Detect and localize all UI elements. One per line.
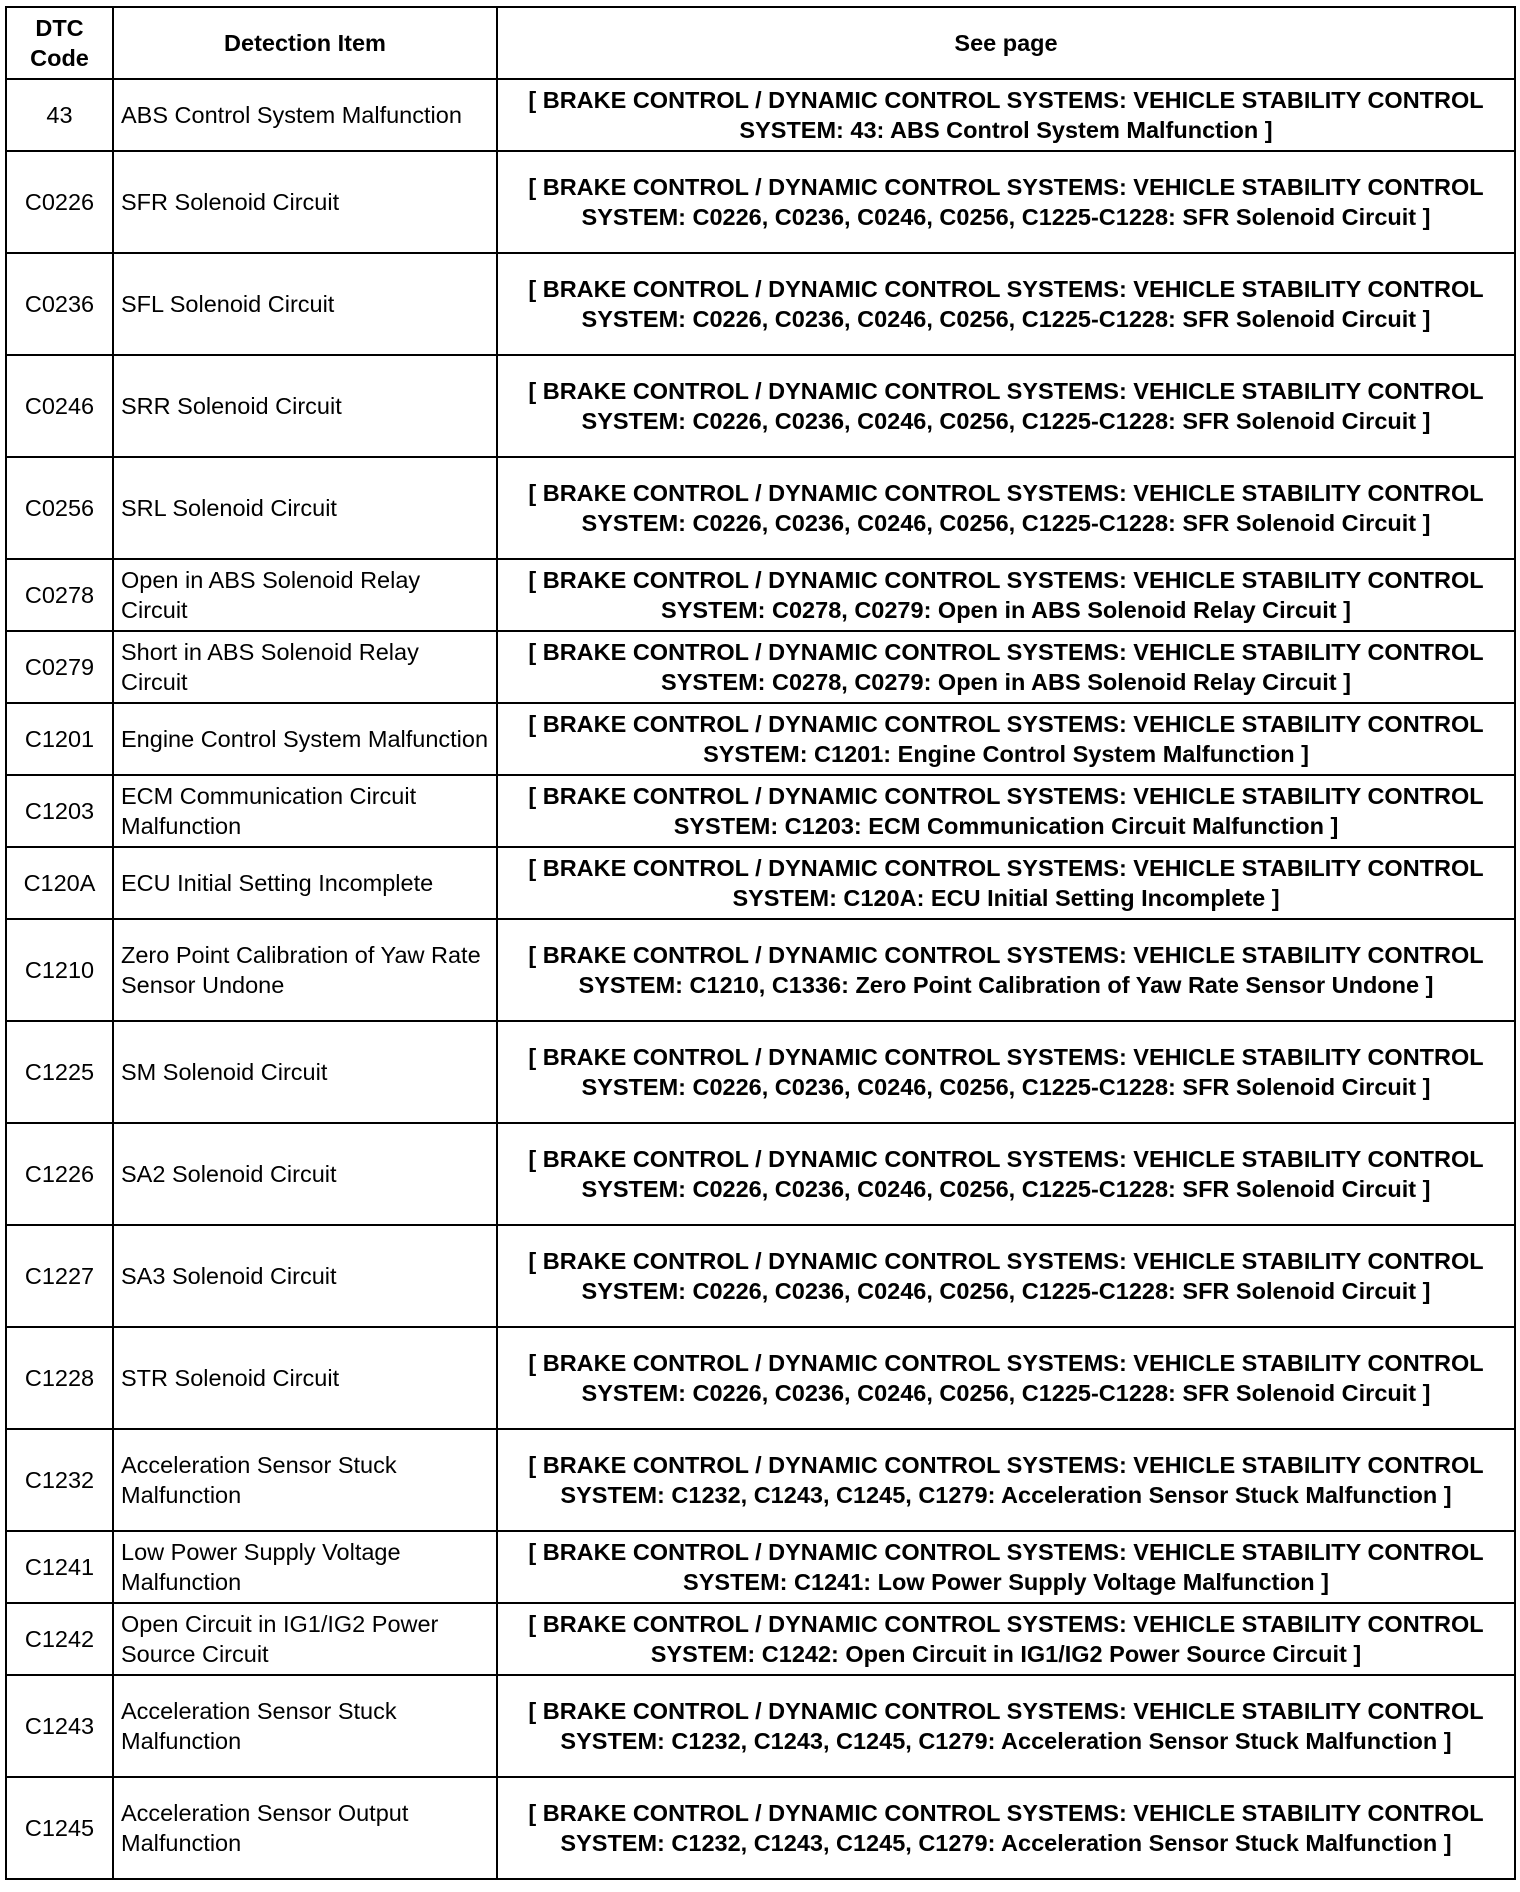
table-row <box>6 151 1515 253</box>
see-page-link[interactable]: [ BRAKE CONTROL / DYNAMIC CONTROL SYSTEMS: VEHICLE STABILITY CONTROL SYSTEM: C0278, C0279: Open in ABS Solenoid Relay Circuit ] <box>497 559 1515 631</box>
table-row <box>6 355 1515 457</box>
dtc-code-cell: C1227 <box>6 1225 113 1327</box>
dtc-code-cell: C120A <box>6 847 113 919</box>
see-page-link[interactable]: [ BRAKE CONTROL / DYNAMIC CONTROL SYSTEMS: VEHICLE STABILITY CONTROL SYSTEM: C1201: Engine Control System Malfunction ] <box>497 703 1515 775</box>
dtc-code-cell: C1228 <box>6 1327 113 1429</box>
header-dtc-code <box>6 7 113 79</box>
header-see-page: See page <box>497 7 1515 79</box>
detection-item-cell: Short in ABS Solenoid Relay Circuit <box>113 631 497 703</box>
detection-item-cell: SRL Solenoid Circuit <box>113 457 497 559</box>
dtc-code-cell: 43 <box>6 79 113 151</box>
detection-item-cell: SA3 Solenoid Circuit <box>113 1225 497 1327</box>
table-row <box>6 1429 1515 1531</box>
dtc-code-cell: C0278 <box>6 559 113 631</box>
table-row <box>6 1225 1515 1327</box>
table-row <box>6 775 1515 847</box>
table-row <box>6 1021 1515 1123</box>
dtc-code-cell: C0226 <box>6 151 113 253</box>
dtc-code-cell: C0256 <box>6 457 113 559</box>
detection-item-cell: SM Solenoid Circuit <box>113 1021 497 1123</box>
see-page-link[interactable]: [ BRAKE CONTROL / DYNAMIC CONTROL SYSTEMS: VEHICLE STABILITY CONTROL SYSTEM: C1241: Low Power Supply Voltage Malfunction ] <box>497 1531 1515 1603</box>
dtc-code-cell: C1201 <box>6 703 113 775</box>
detection-item-cell: Low Power Supply Voltage Malfunction <box>113 1531 497 1603</box>
table-row <box>6 1123 1515 1225</box>
table-row <box>6 1675 1515 1777</box>
table-row <box>6 847 1515 919</box>
table-row <box>6 559 1515 631</box>
detection-item-cell: Acceleration Sensor Stuck Malfunction <box>113 1675 497 1777</box>
dtc-code-cell: C0236 <box>6 253 113 355</box>
dtc-code-cell: C1210 <box>6 919 113 1021</box>
dtc-code-cell: C1243 <box>6 1675 113 1777</box>
header-row <box>6 7 1515 79</box>
detection-item-cell: STR Solenoid Circuit <box>113 1327 497 1429</box>
see-page-link[interactable]: [ BRAKE CONTROL / DYNAMIC CONTROL SYSTEMS: VEHICLE STABILITY CONTROL SYSTEM: C0226, C0236, C0246, C0256, C1225-C1228: SFR Solenoid Circuit ] <box>497 1225 1515 1327</box>
table-row <box>6 1777 1515 1879</box>
detection-item-cell: Engine Control System Malfunction <box>113 703 497 775</box>
dtc-code-cell: C1232 <box>6 1429 113 1531</box>
table-row <box>6 1603 1515 1675</box>
detection-item-cell: Zero Point Calibration of Yaw Rate Sensor Undone <box>113 919 497 1021</box>
detection-item-cell: SFL Solenoid Circuit <box>113 253 497 355</box>
detection-item-cell: Acceleration Sensor Output Malfunction <box>113 1777 497 1879</box>
see-page-link[interactable]: [ BRAKE CONTROL / DYNAMIC CONTROL SYSTEMS: VEHICLE STABILITY CONTROL SYSTEM: C0226, C0236, C0246, C0256, C1225-C1228: SFR Solenoid Circuit ] <box>497 1327 1515 1429</box>
see-page-link[interactable]: [ BRAKE CONTROL / DYNAMIC CONTROL SYSTEMS: VEHICLE STABILITY CONTROL SYSTEM: C0226, C0236, C0246, C0256, C1225-C1228: SFR Solenoid Circuit ] <box>497 151 1515 253</box>
see-page-link[interactable]: [ BRAKE CONTROL / DYNAMIC CONTROL SYSTEMS: VEHICLE STABILITY CONTROL SYSTEM: C1232, C1243, C1245, C1279: Acceleration Sensor Stuck Malfunction ] <box>497 1675 1515 1777</box>
see-page-link[interactable]: [ BRAKE CONTROL / DYNAMIC CONTROL SYSTEMS: VEHICLE STABILITY CONTROL SYSTEM: C1242: Open Circuit in IG1/IG2 Power Source Circuit ] <box>497 1603 1515 1675</box>
dtc-code-cell: C1242 <box>6 1603 113 1675</box>
table-row <box>6 1531 1515 1603</box>
dtc-table <box>5 6 1516 1880</box>
table-row <box>6 1327 1515 1429</box>
dtc-code-cell: C1245 <box>6 1777 113 1879</box>
detection-item-cell: SA2 Solenoid Circuit <box>113 1123 497 1225</box>
dtc-code-cell: C1241 <box>6 1531 113 1603</box>
detection-item-cell: Open Circuit in IG1/IG2 Power Source Circuit <box>113 1603 497 1675</box>
see-page-link[interactable]: [ BRAKE CONTROL / DYNAMIC CONTROL SYSTEMS: VEHICLE STABILITY CONTROL SYSTEM: C1232, C1243, C1245, C1279: Acceleration Sensor Stuck Malfunction ] <box>497 1777 1515 1879</box>
see-page-link[interactable]: [ BRAKE CONTROL / DYNAMIC CONTROL SYSTEMS: VEHICLE STABILITY CONTROL SYSTEM: C1210, C1336: Zero Point Calibration of Yaw Rate Sensor Undone ] <box>497 919 1515 1021</box>
header-dtc-code-line2: Code <box>30 45 89 71</box>
dtc-code-cell: C1225 <box>6 1021 113 1123</box>
detection-item-cell: ECM Communication Circuit Malfunction <box>113 775 497 847</box>
dtc-code-cell: C0246 <box>6 355 113 457</box>
see-page-link[interactable]: [ BRAKE CONTROL / DYNAMIC CONTROL SYSTEMS: VEHICLE STABILITY CONTROL SYSTEM: C120A: ECU Initial Setting Incomplete ] <box>497 847 1515 919</box>
table-row <box>6 919 1515 1021</box>
see-page-link[interactable]: [ BRAKE CONTROL / DYNAMIC CONTROL SYSTEMS: VEHICLE STABILITY CONTROL SYSTEM: C0278, C0279: Open in ABS Solenoid Relay Circuit ] <box>497 631 1515 703</box>
detection-item-cell: SFR Solenoid Circuit <box>113 151 497 253</box>
see-page-link[interactable]: [ BRAKE CONTROL / DYNAMIC CONTROL SYSTEMS: VEHICLE STABILITY CONTROL SYSTEM: 43: ABS Control System Malfunction ] <box>497 79 1515 151</box>
table-row <box>6 457 1515 559</box>
see-page-link[interactable]: [ BRAKE CONTROL / DYNAMIC CONTROL SYSTEMS: VEHICLE STABILITY CONTROL SYSTEM: C0226, C0236, C0246, C0256, C1225-C1228: SFR Solenoid Circuit ] <box>497 1021 1515 1123</box>
detection-item-cell: ABS Control System Malfunction <box>113 79 497 151</box>
detection-item-cell: SRR Solenoid Circuit <box>113 355 497 457</box>
detection-item-cell: ECU Initial Setting Incomplete <box>113 847 497 919</box>
see-page-link[interactable]: [ BRAKE CONTROL / DYNAMIC CONTROL SYSTEMS: VEHICLE STABILITY CONTROL SYSTEM: C0226, C0236, C0246, C0256, C1225-C1228: SFR Solenoid Circuit ] <box>497 457 1515 559</box>
header-dtc-code-line1: DTC <box>35 15 84 41</box>
see-page-link[interactable]: [ BRAKE CONTROL / DYNAMIC CONTROL SYSTEMS: VEHICLE STABILITY CONTROL SYSTEM: C0226, C0236, C0246, C0256, C1225-C1228: SFR Solenoid Circuit ] <box>497 253 1515 355</box>
dtc-code-cell: C1226 <box>6 1123 113 1225</box>
dtc-code-cell: C0279 <box>6 631 113 703</box>
table-row <box>6 703 1515 775</box>
dtc-code-cell: C1203 <box>6 775 113 847</box>
detection-item-cell: Open in ABS Solenoid Relay Circuit <box>113 559 497 631</box>
see-page-link[interactable]: [ BRAKE CONTROL / DYNAMIC CONTROL SYSTEMS: VEHICLE STABILITY CONTROL SYSTEM: C0226, C0236, C0246, C0256, C1225-C1228: SFR Solenoid Circuit ] <box>497 355 1515 457</box>
table-row <box>6 631 1515 703</box>
see-page-link[interactable]: [ BRAKE CONTROL / DYNAMIC CONTROL SYSTEMS: VEHICLE STABILITY CONTROL SYSTEM: C0226, C0236, C0246, C0256, C1225-C1228: SFR Solenoid Circuit ] <box>497 1123 1515 1225</box>
see-page-link[interactable]: [ BRAKE CONTROL / DYNAMIC CONTROL SYSTEMS: VEHICLE STABILITY CONTROL SYSTEM: C1232, C1243, C1245, C1279: Acceleration Sensor Stuck Malfunction ] <box>497 1429 1515 1531</box>
see-page-link[interactable]: [ BRAKE CONTROL / DYNAMIC CONTROL SYSTEMS: VEHICLE STABILITY CONTROL SYSTEM: C1203: ECM Communication Circuit Malfunction ] <box>497 775 1515 847</box>
detection-item-cell: Acceleration Sensor Stuck Malfunction <box>113 1429 497 1531</box>
header-detection-item: Detection Item <box>113 7 497 79</box>
table-row <box>6 79 1515 151</box>
table-row <box>6 253 1515 355</box>
